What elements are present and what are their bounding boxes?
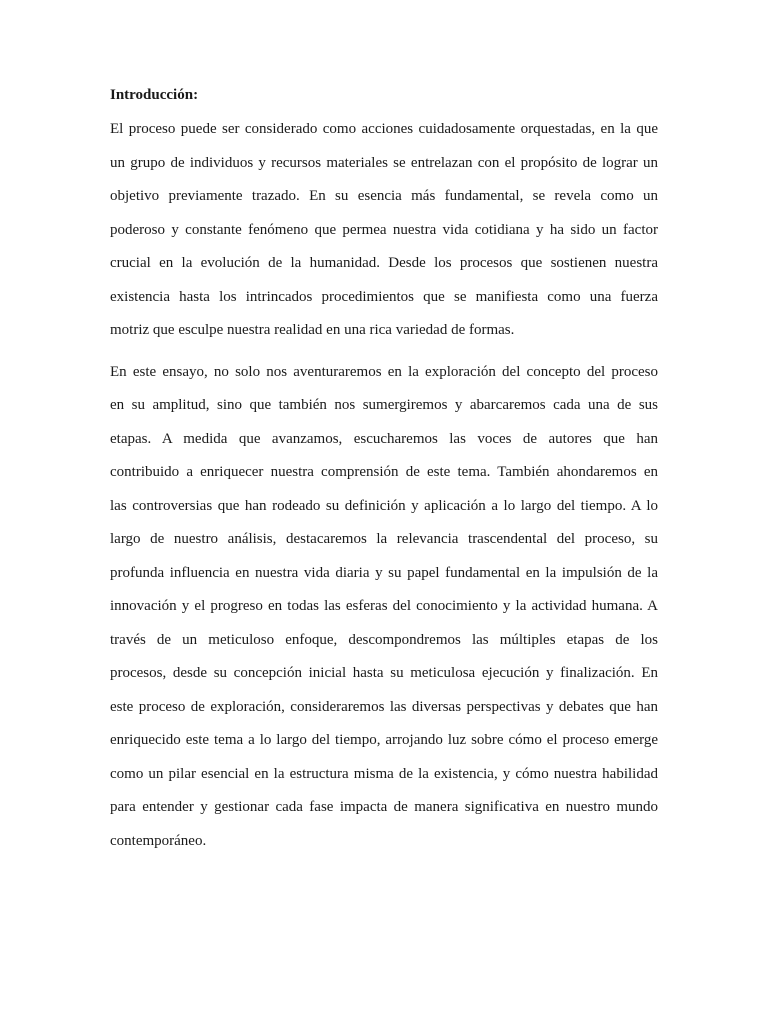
text-line: motriz que esculpe nuestra realidad en una rica variedad de formas. — [110, 322, 515, 338]
text-line: etapas. A medida que avanzamos, escucharemos las voces de autores que han — [110, 430, 658, 447]
text-line: poderoso y constante fenómeno que permea nuestra vida cotidiana y ha sido un factor — [110, 221, 658, 238]
text-line: objetivo previamente trazado. En su esencia más fundamental, se revela como un — [110, 188, 658, 204]
text-line: las controversias que han rodeado su definición y aplicación a lo largo del tiempo. A lo — [110, 497, 658, 514]
text-line: contemporáneo. — [110, 832, 207, 849]
text-line: enriquecido este tema a lo largo del tiempo, arrojando luz sobre cómo el proceso emerge — [110, 732, 658, 748]
section-heading: Introducción: — [110, 87, 199, 103]
text-line: este proceso de exploración, consideraremos las diversas perspectivas y debates que han — [110, 698, 658, 715]
text-line: En este ensayo, no solo nos aventuraremos en la exploración del concepto del proceso — [110, 363, 658, 380]
text-line: existencia hasta los intrincados procedimientos que se manifiesta como una fuerza — [110, 288, 658, 305]
document-body — [110, 84, 658, 863]
text-line: para entender y gestionar cada fase impacta de manera significativa en nuestro mundo — [110, 799, 658, 815]
paragraph-container — [110, 118, 658, 863]
text-line: contribuido a enriquecer nuestra comprensión de este tema. También ahondaremos en — [110, 464, 658, 480]
paragraph — [110, 361, 658, 864]
text-line: un grupo de individuos y recursos materiales se entrelazan con el propósito de lograr un — [110, 154, 658, 171]
text-line: El proceso puede ser considerado como acciones cuidadosamente orquestadas, en la que — [110, 121, 658, 137]
paragraph — [110, 118, 658, 353]
text-line: crucial en la evolución de la humanidad. Desde los procesos que sostienen nuestra — [110, 255, 658, 271]
text-line: través de un meticuloso enfoque, descompondremos las múltiples etapas de los — [110, 631, 658, 648]
text-line: procesos, desde su concepción inicial hasta su meticulosa ejecución y finalización. En — [110, 665, 658, 681]
text-line: largo de nuestro análisis, destacaremos la relevancia trascendental del proceso, su — [110, 531, 658, 547]
text-line: en su amplitud, sino que también nos sumergiremos y abarcaremos cada una de sus — [110, 397, 658, 413]
text-line: innovación y el progreso en todas las esferas del conocimiento y la actividad humana. A — [110, 598, 658, 614]
text-line: como un pilar esencial en la estructura misma de la existencia, y cómo nuestra habilidad — [110, 765, 658, 782]
text-line: profunda influencia en nuestra vida diaria y su papel fundamental en la impulsión de la — [110, 564, 658, 581]
